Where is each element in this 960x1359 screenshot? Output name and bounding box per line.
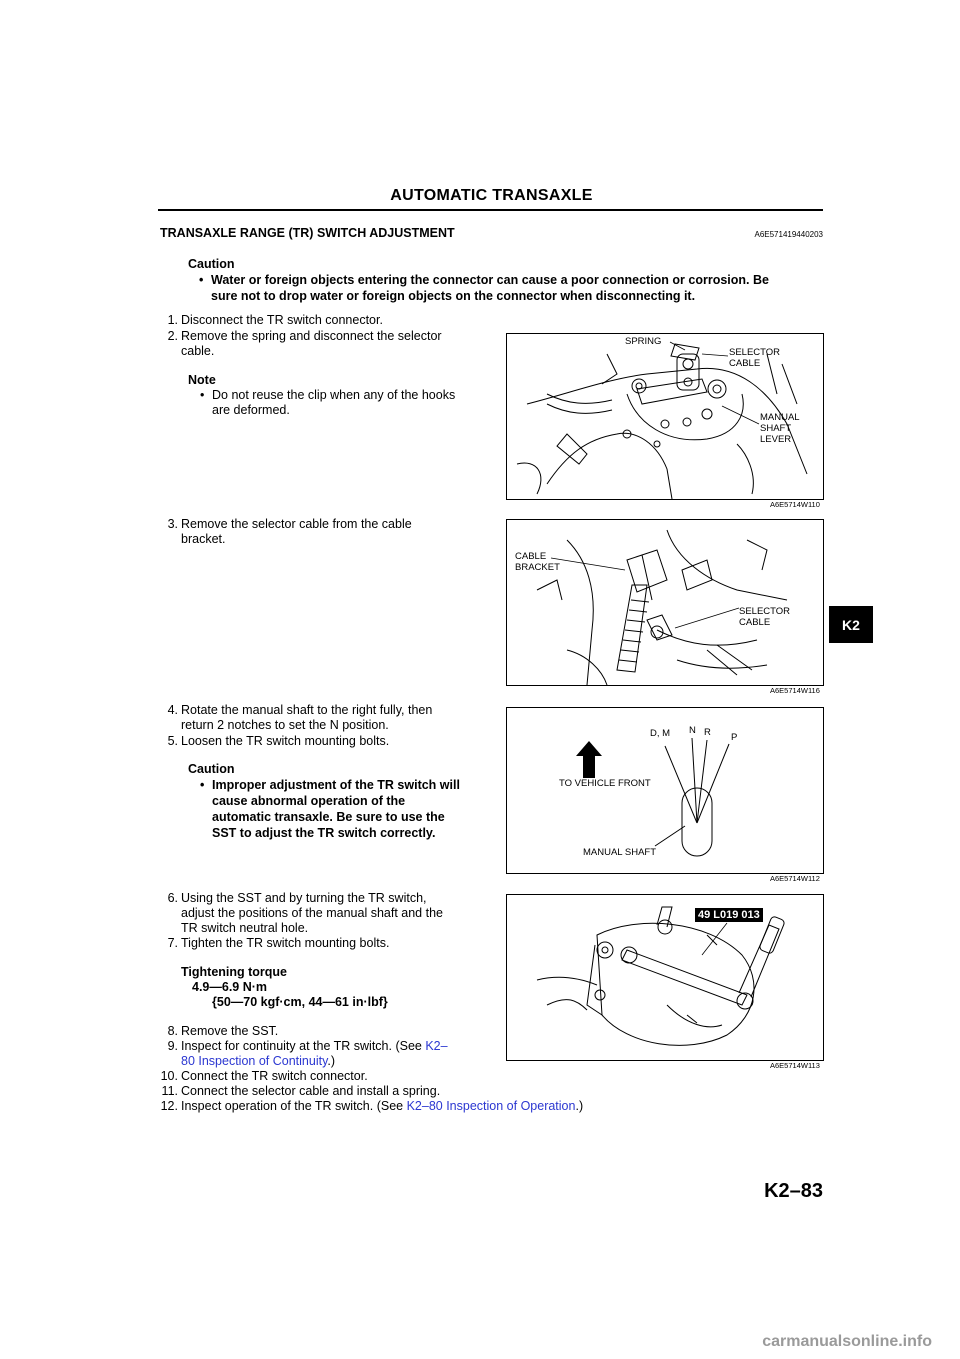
sst-tool-label: 49 L019 013: [695, 908, 763, 922]
torque-title: Tightening torque: [181, 965, 288, 979]
caution-title: Caution: [188, 257, 235, 271]
watermark: carmanualsonline.info: [762, 1333, 932, 1350]
figure-4-id: A6E5714W113: [770, 1061, 820, 1070]
link-continuity-cont[interactable]: 80 Inspection of Continuity: [181, 1054, 328, 1068]
link-operation[interactable]: K2–80 Inspection of Operation: [406, 1099, 576, 1113]
page-number: K2–83: [764, 1180, 823, 1202]
callout-p: P: [731, 732, 738, 743]
caution-line: sure not to drop water or foreign objects on the connector when disconnecting it.: [211, 289, 696, 303]
bullet-icon: •: [200, 778, 205, 792]
callout-n: N: [689, 725, 696, 736]
figure-4-illustration: [507, 895, 823, 1060]
callout-dm: D, M: [650, 728, 671, 739]
figure-spring-selector-cable: [506, 333, 824, 500]
figure-sst-tool: [506, 894, 824, 1061]
section-title: TRANSAXLE RANGE (TR) SWITCH ADJUSTMENT: [160, 226, 455, 240]
section-tab-k2[interactable]: K2: [829, 606, 873, 643]
bullet-icon: •: [199, 273, 204, 287]
figure-2-illustration: [507, 520, 823, 685]
callout-r: R: [704, 727, 711, 738]
callout-selector-cable: SELECTOR CABLE: [729, 347, 781, 369]
callout-manual-shaft: MANUAL SHAFT: [583, 847, 657, 858]
figure-2-id: A6E5714W116: [770, 686, 820, 695]
torque-value-nm: 4.9—6.9 N·m: [192, 980, 268, 994]
bullet-icon: •: [200, 388, 205, 402]
caution-bullet-2: • Improper adjustment of the TR switch will cause abnormal operation of the automatic transaxle. Be sure to use the SST to adjust the TR switch correctly.: [200, 778, 460, 840]
callout-manual-shaft-lever: MANUAL SHAFT LEVER: [760, 412, 800, 445]
header-divider: [158, 209, 823, 211]
page-header-title: AUTOMATIC TRANSAXLE: [390, 187, 593, 204]
torque-value-alt: {50—70 kgf·cm, 44—61 in·lbf}: [212, 995, 388, 1009]
figure-3-id: A6E5714W112: [770, 874, 820, 883]
caution-bullet: [199, 272, 769, 304]
callout-cable-bracket: CABLE BRACKET: [515, 551, 560, 573]
figure-cable-bracket: [506, 519, 824, 686]
caution-title-2: Caution: [188, 762, 235, 776]
section-code: A6E571419440203: [754, 230, 823, 239]
callout-spring: SPRING: [625, 336, 662, 347]
note-bullet: • Do not reuse the clip when any of the hooks are deformed.: [200, 388, 456, 417]
figure-1-id: A6E5714W110: [770, 500, 820, 509]
arrow-up-icon: [576, 741, 602, 778]
figure-manual-shaft-positions: [506, 707, 824, 874]
callout-selector-cable: SELECTOR CABLE: [739, 606, 791, 628]
link-continuity[interactable]: K2–: [425, 1039, 448, 1053]
caution-line: Water or foreign objects entering the connector can cause a poor connection or corrosion. Be: [211, 273, 769, 287]
callout-vehicle-front: TO VEHICLE FRONT: [559, 778, 651, 789]
note-title: Note: [188, 373, 216, 387]
